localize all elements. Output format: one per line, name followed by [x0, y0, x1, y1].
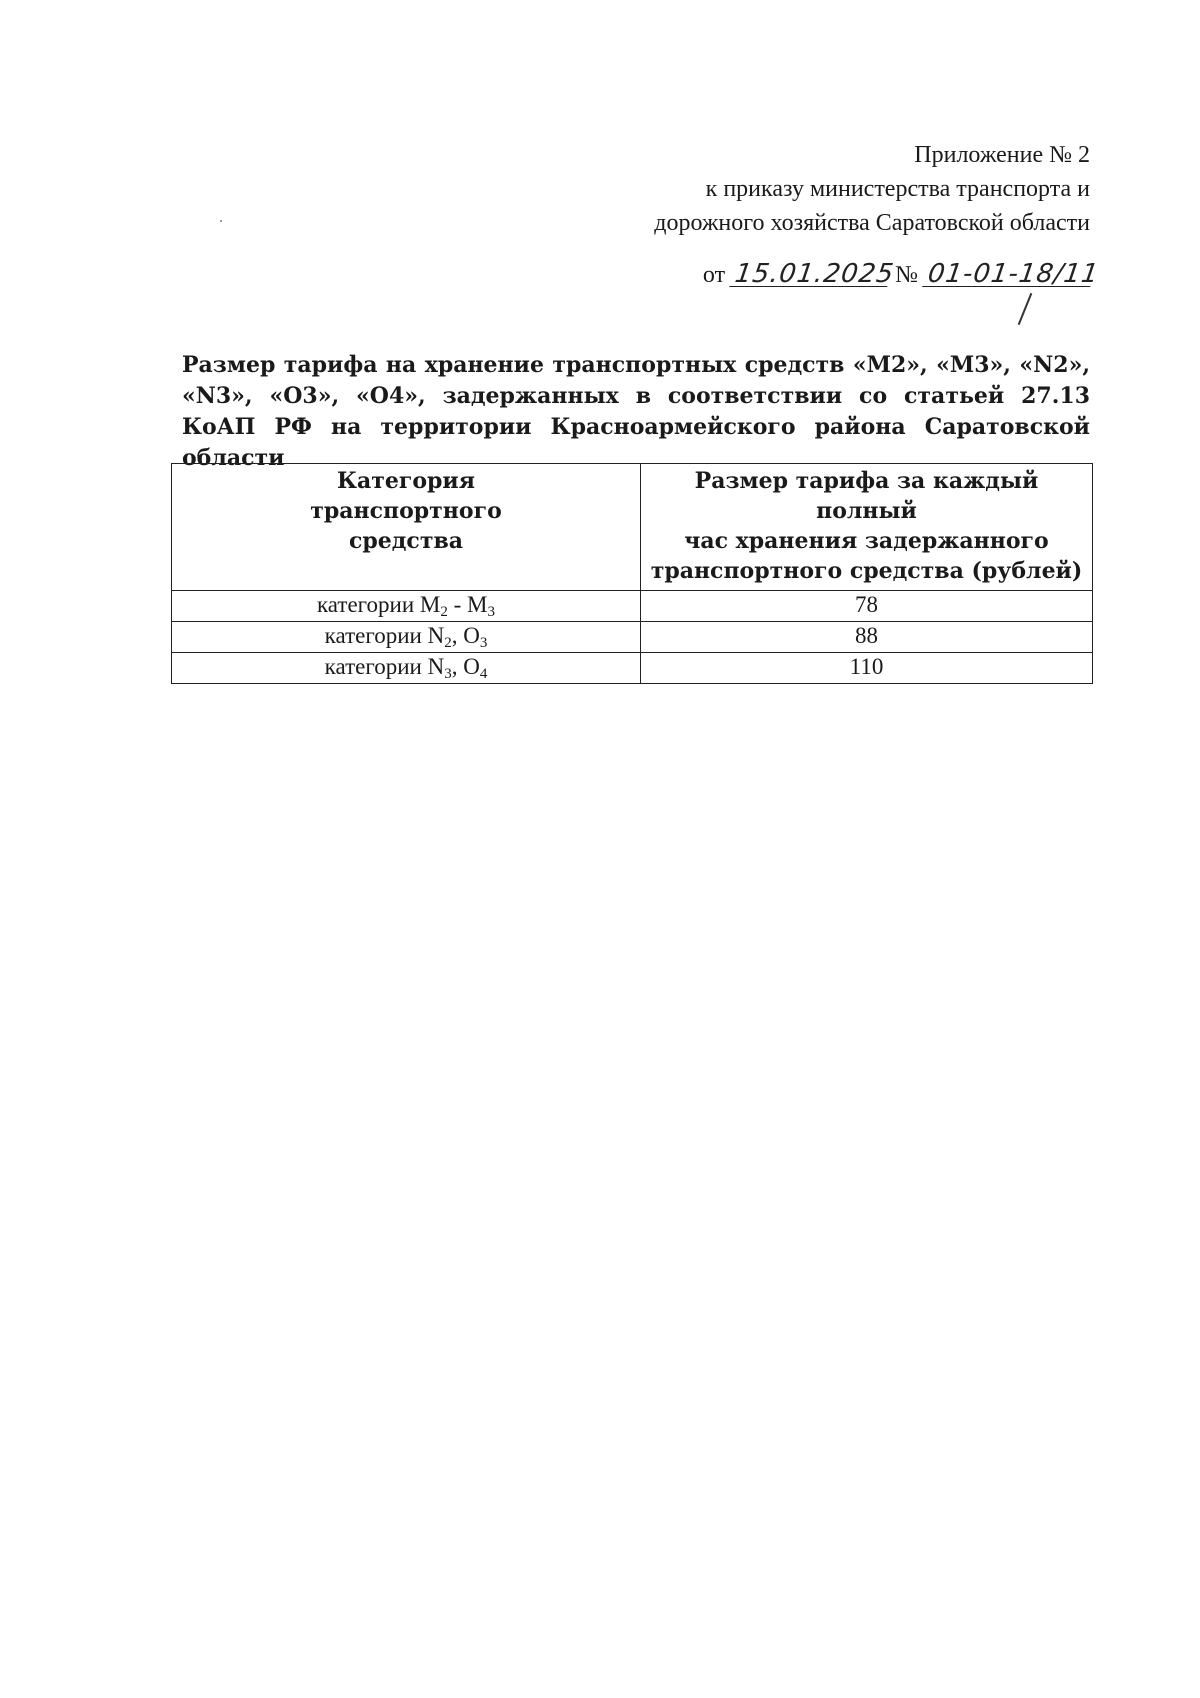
- category-prefix: категории: [324, 654, 428, 679]
- tariff-table: [171, 463, 1093, 684]
- category-letter: O: [463, 623, 480, 648]
- table-row: [172, 591, 1093, 622]
- category-cell: [172, 622, 641, 653]
- category-prefix: категории: [324, 623, 428, 648]
- header-text: Категория: [336, 468, 475, 494]
- category-cell: [172, 653, 641, 684]
- order-date-handwritten: 15.01.2025: [729, 262, 891, 287]
- order-number-handwritten: 01-01-18/11: [922, 262, 1094, 287]
- category-subscript: 3: [479, 635, 488, 651]
- document-title: Размер тарифа на хранение транспортных средств «М2», «М3», «N2», «N3», «О3», «О4», задержанных в соответствии со статьей 27.13 КоАП РФ на территории Красноармейского района Саратовской области: [182, 352, 1090, 471]
- category-letter: O: [463, 654, 480, 679]
- order-date-number: [702, 259, 1102, 289]
- category-separator: ,: [451, 654, 464, 679]
- category-subscript: 3: [444, 666, 452, 682]
- tariff-value-cell: 78: [641, 591, 1093, 622]
- category-letter: M: [467, 592, 488, 617]
- appendix-number: Приложение № 2: [914, 142, 1090, 168]
- category-cell: [172, 591, 641, 622]
- category-separator: -: [447, 592, 468, 617]
- category-letter: M: [419, 592, 441, 617]
- header-vehicle-category: [172, 464, 641, 591]
- category-subscript: 2: [444, 635, 452, 651]
- category-subscript: 2: [440, 604, 448, 620]
- header-text: час хранения задержанного: [684, 528, 1049, 554]
- header-tariff-size: [641, 464, 1093, 591]
- category-subscript: 4: [479, 666, 488, 682]
- category-prefix: категории: [316, 592, 420, 617]
- table-header-row: [172, 464, 1093, 591]
- table-row: [172, 622, 1093, 653]
- tariff-value-cell: 88: [641, 622, 1093, 653]
- appendix-header: [530, 138, 1090, 240]
- category-letter: N: [427, 654, 445, 679]
- category-letter: N: [427, 623, 445, 648]
- header-text: средства: [348, 528, 463, 554]
- header-text: транспортного средства (рублей): [650, 558, 1083, 584]
- scan-speck: [220, 220, 222, 222]
- order-number-label: №: [895, 262, 918, 288]
- tariff-value-cell: 110: [641, 653, 1093, 684]
- header-text: транспортного: [310, 498, 502, 524]
- header-text: Размер тарифа за каждый полный: [694, 468, 1039, 524]
- category-separator: ,: [451, 623, 464, 648]
- category-subscript: 3: [487, 604, 495, 620]
- order-from-label: от: [702, 262, 726, 288]
- table-row: [172, 653, 1093, 684]
- appendix-ministry: дорожного хозяйства Саратовской области: [654, 210, 1090, 236]
- appendix-order-ref: к приказу министерства транспорта и: [705, 176, 1090, 202]
- handwritten-stroke: [1018, 293, 1033, 325]
